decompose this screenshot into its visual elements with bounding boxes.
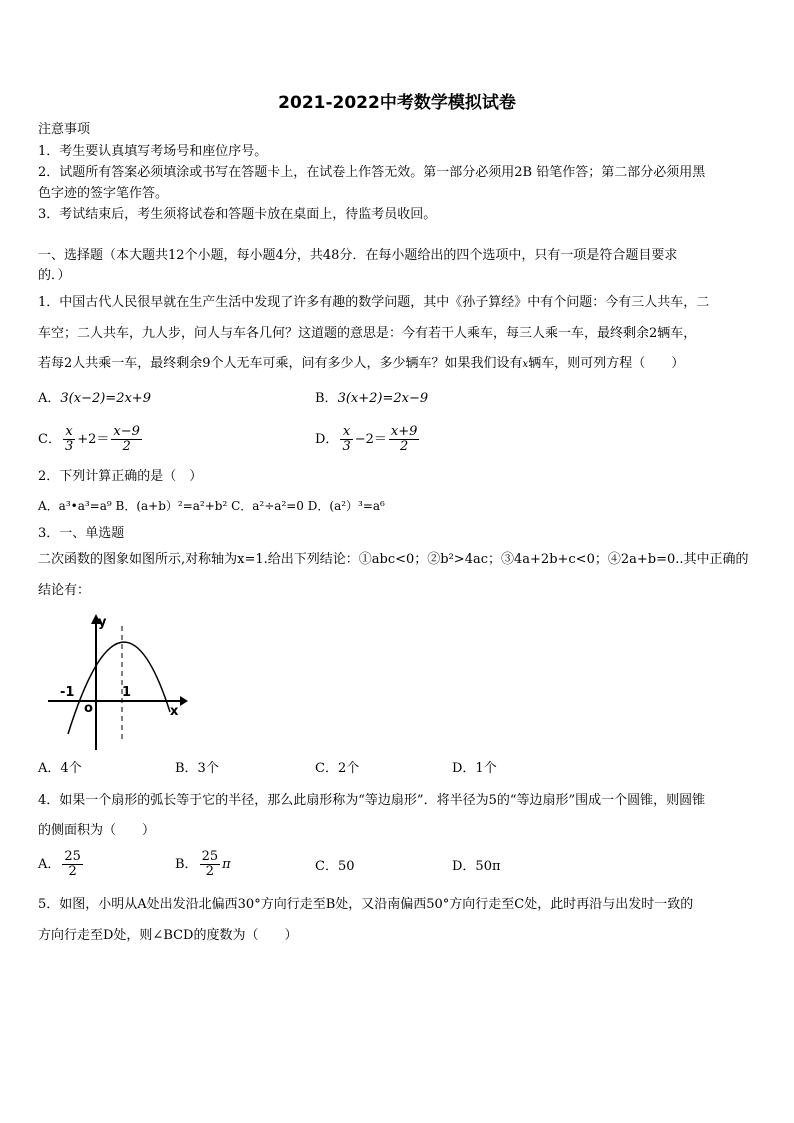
numerator: x	[340, 425, 352, 440]
denominator: 2	[400, 439, 409, 454]
q1-option-d[interactable]	[315, 425, 421, 454]
q3-option-c[interactable]: C．2个	[315, 761, 360, 776]
pi-symbol: π	[222, 857, 231, 872]
numerator: x+9	[390, 424, 418, 439]
q1-stem-line3	[38, 355, 684, 374]
q4-option-b[interactable]	[175, 850, 231, 879]
q1-option-c-label: C．	[38, 432, 61, 447]
fraction	[389, 425, 420, 454]
denominator: 2	[205, 864, 214, 879]
q2-options[interactable]: A．a³•a³=a⁹ B．(a+b）²=a²+b² C．a²÷a²=0 D．(a²）³=a⁶	[38, 499, 385, 513]
fraction	[111, 425, 142, 454]
q4-option-c[interactable]: C．50	[315, 859, 355, 874]
notice-item-3: 3．考试结束后，考生须将试卷和答题卡放在桌面上，待监考员收回。	[38, 207, 437, 222]
q2-stem: 2．下列计算正确的是（ ）	[38, 469, 203, 484]
q3-heading: 3．一、单选题	[38, 526, 125, 541]
q1-option-a-label: A．	[38, 391, 61, 406]
q3-stem-line2: 结论有：	[38, 583, 91, 598]
q1-stem-line1: 1．中国古代人民很早就在生产生活中发现了许多有趣的数学问题，其中《孙子算经》中有个问题：今有三人共车，二	[38, 295, 710, 310]
q3-stem-line1: 二次函数的图象如图所示,对称轴为x=1.给出下列结论：①abc<0；②b²>4ac；③4a+2b+c<0；④2a+b=0..其中正确的	[38, 552, 749, 567]
neg-one-label: -1	[60, 685, 75, 700]
q1-stem-line3-a: 若每2人共乘一车，最终剩余9个人无车可乘，问有多少人，多少辆车？如果我们设有	[38, 356, 523, 371]
q4-option-a-label: A．	[38, 857, 61, 872]
numerator: 25	[64, 849, 81, 864]
q1-option-c[interactable]	[38, 425, 144, 454]
q1-option-a-text: 3(x−2)=2x+9	[60, 391, 151, 406]
q3-option-a[interactable]: A．4个	[38, 761, 82, 776]
q1-stem-line2: 车空；二人共车，九人步，问人与车各几何？这道题的意思是：今有若干人乘车，每三人乘一车，最终剩余2辆车，	[38, 326, 697, 341]
q4-option-d[interactable]: D．50π	[452, 859, 501, 874]
fraction	[63, 425, 75, 454]
q5-stem-line2: 方向行走至D处，则∠BCD的度数为（ ）	[38, 928, 298, 943]
q1-option-c-op: +2＝	[77, 432, 110, 447]
fraction	[62, 850, 83, 879]
numerator: x−9	[113, 424, 140, 439]
q5-stem-line1: 5．如图，小明从A处出发沿北偏西30°方向行走至B处，又沿南偏西50°方向行走至C处，此时再沿与出发时一致的	[38, 897, 694, 912]
parabola-curve	[68, 642, 170, 734]
x-axis-label: x	[170, 704, 179, 719]
denominator: 3	[64, 439, 74, 454]
page-title: 2021-2022中考数学模拟试卷	[278, 93, 516, 113]
fraction	[340, 425, 352, 454]
q4-option-a[interactable]	[38, 850, 85, 879]
parabola-graph	[40, 612, 190, 757]
q3-option-b[interactable]: B．3个	[175, 761, 219, 776]
notice-heading: 注意事项	[38, 122, 91, 137]
q1-option-d-op: −2＝	[354, 432, 387, 447]
q1-option-b-label: B．	[315, 391, 338, 406]
numerator: x	[63, 425, 75, 440]
notice-item-2: 2．试题所有答案必须填涂或书写在答题卡上，在试卷上作答无效。第一部分必须用2B 铅笔作答；第二部分必须用黑	[38, 165, 706, 180]
x-axis-arrow	[180, 696, 188, 706]
q1-option-b-text: 3(x+2)=2x−9	[337, 391, 429, 406]
notice-item-1: 1．考生要认真填写考场号和座位序号。	[38, 144, 268, 159]
q1-option-b[interactable]	[315, 390, 428, 408]
section1-heading-cont: 的．）	[38, 268, 71, 283]
q1-stem-line3-b: 辆车，则可列方程（ ）	[528, 356, 685, 371]
section1-heading: 一、选择题（本大题共12个小题，每小题4分，共48分．在每小题给出的四个选项中，只有一项是符合题目要求	[38, 248, 678, 263]
numerator: 25	[201, 849, 219, 864]
q4-option-b-label: B．	[175, 857, 198, 872]
notice-item-2-cont: 色字迹的签字笔作答。	[38, 186, 169, 201]
q3-option-d[interactable]: D．1个	[452, 761, 497, 776]
denominator: 2	[122, 439, 131, 454]
y-axis-label: y	[98, 615, 107, 630]
q1-variable-x: x	[522, 359, 529, 370]
q1-option-a[interactable]	[38, 390, 151, 408]
q4-stem-line1: 4．如果一个扇形的弧长等于它的半径，那么此扇形称为“等边扇形”．将半径为5的“等边扇形”围成一个圆锥，则圆锥	[38, 793, 706, 808]
origin-label: o	[84, 701, 93, 716]
q4-stem-line2: 的侧面积为（ ）	[38, 823, 156, 838]
fraction	[200, 850, 221, 879]
denominator: 2	[68, 864, 77, 879]
denominator: 3	[342, 439, 351, 454]
one-label: 1	[122, 685, 132, 700]
q1-option-d-label: D．	[315, 432, 339, 447]
